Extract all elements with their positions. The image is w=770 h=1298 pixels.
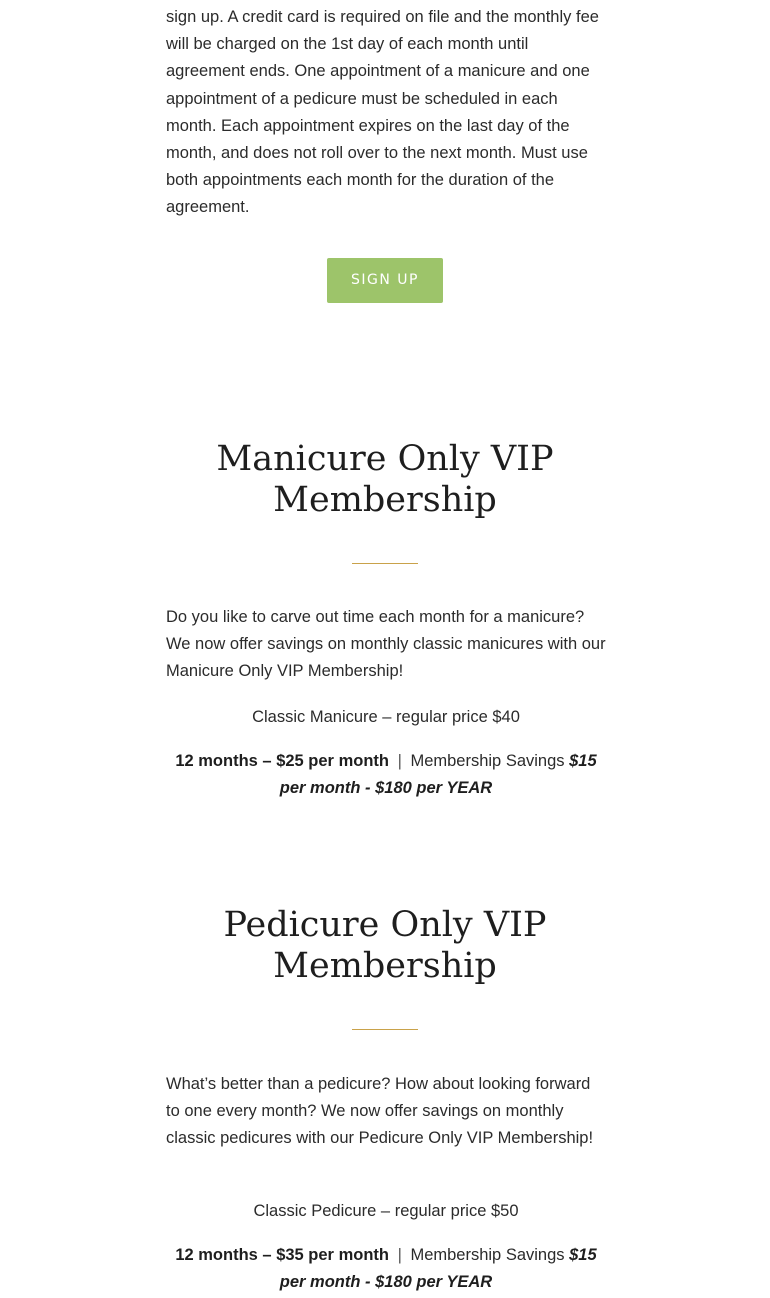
sign-up-button[interactable]: SIGN UP — [327, 258, 443, 303]
manicure-plan-pricing — [166, 748, 606, 802]
manicure-regular-price: Classic Manicure – regular price $40 — [252, 708, 520, 726]
manicure-title-line2: Membership — [273, 480, 497, 520]
signup-container — [0, 258, 770, 303]
pedicure-description: What’s better than a pedicure? How about looking forward to one every month? We now offer savings on monthly classic pedicures with our Pedicure Only VIP Membership! — [166, 1075, 594, 1148]
manicure-savings-label: Membership Savings — [410, 752, 565, 770]
terms-paragraph: sign up. A credit card is required on file and the monthly fee will be charged on the 1st day of each month until agreement ends. One appointment of a manicure and one appointment of a pedicure must be scheduled in each month. Each appointment expires on the last day of the month, and does not roll over to the next month. Must use both appointments each month for the duration of the agreement. — [166, 8, 599, 217]
manicure-savings-value: $15 per month - $180 per YEAR — [279, 752, 597, 798]
manicure-description: Do you like to carve out time each month for a manicure? We now offer savings on monthly classic manicures with our Manicure Only VIP Membership! — [166, 608, 606, 681]
manicure-divider — [352, 563, 418, 564]
manicure-plan: 12 months – $25 per month — [175, 752, 389, 770]
manicure-title-line1: Manicure Only VIP — [216, 439, 554, 479]
pedicure-regular-price: Classic Pedicure – regular price $50 — [253, 1202, 519, 1220]
pedicure-plan: 12 months – $35 per month — [175, 1246, 389, 1264]
pedicure-savings-label: Membership Savings — [410, 1246, 565, 1264]
pedicure-plan-pricing — [166, 1242, 606, 1296]
manicure-separator: | — [397, 752, 402, 770]
pedicure-divider — [352, 1029, 418, 1030]
pedicure-title-line2: Membership — [273, 946, 497, 986]
pedicure-section-title — [0, 905, 770, 987]
pedicure-title-line1: Pedicure Only VIP — [223, 905, 547, 945]
pedicure-savings-value: $15 per month - $180 per YEAR — [279, 1246, 597, 1292]
manicure-section-title — [0, 439, 770, 521]
pedicure-separator: | — [397, 1246, 402, 1264]
